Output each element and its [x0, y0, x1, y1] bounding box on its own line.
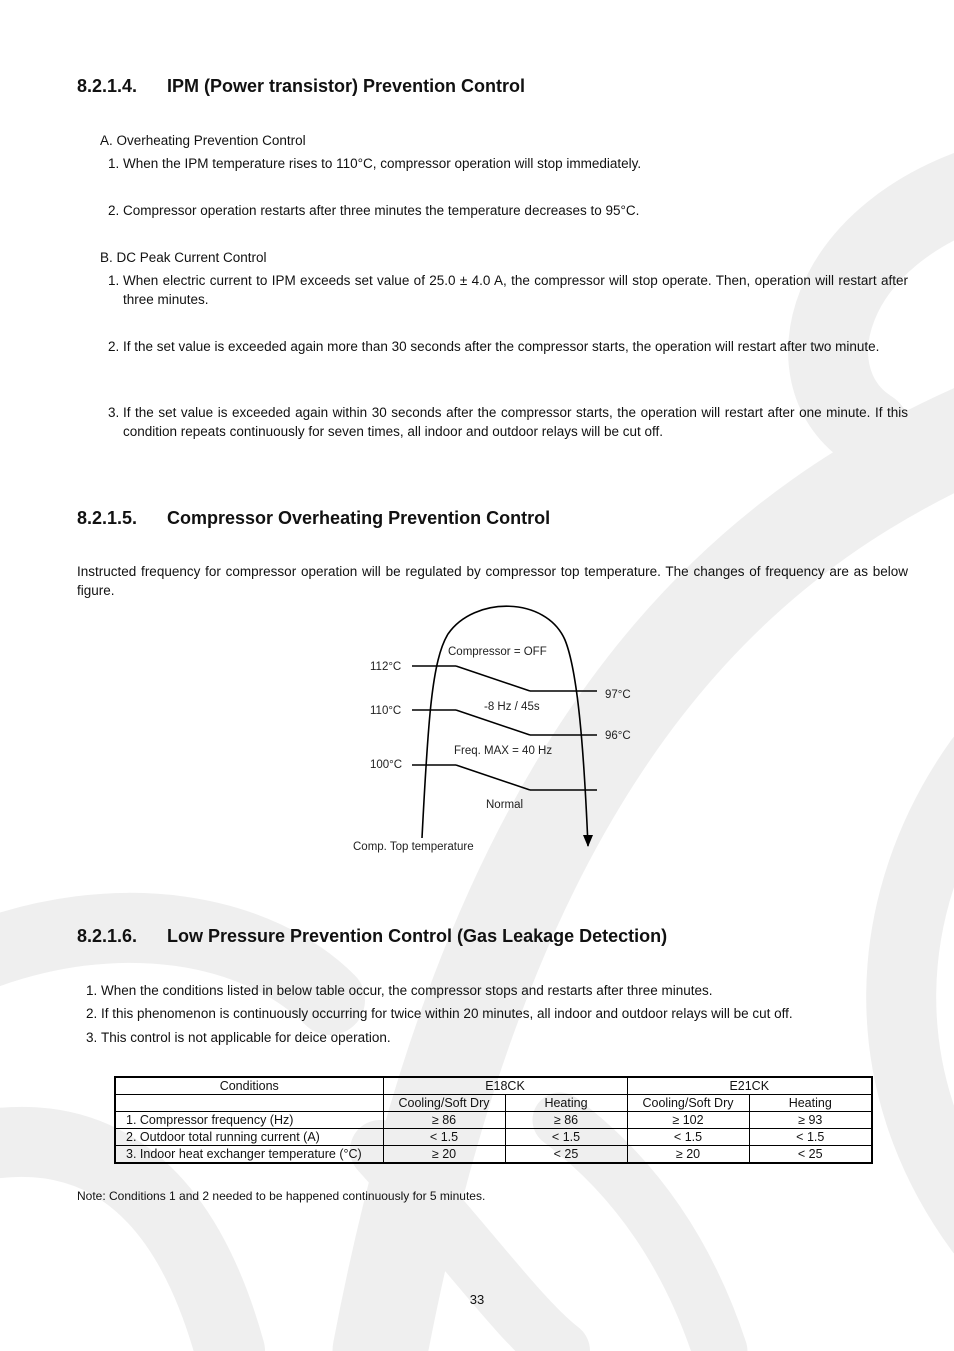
section-heading-ipm: [77, 76, 525, 97]
section-number: 8.2.1.6.: [77, 926, 138, 946]
section-number: 8.2.1.5.: [77, 508, 138, 528]
table-cell: ≥ 20: [383, 1146, 505, 1164]
label-96c: 96°C: [605, 730, 631, 742]
paragraph: Instructed frequency for compressor operation will be regulated by compressor top temperature. The changes of frequency are as below figure.: [77, 564, 908, 598]
table-row: [115, 1146, 872, 1164]
table-header: Conditions: [115, 1077, 383, 1095]
zone-compressor-off: Compressor = OFF: [448, 646, 547, 658]
table-subheader: Cooling/Soft Dry: [383, 1095, 505, 1112]
section-number: 8.2.1.4.: [77, 76, 138, 96]
list-item-text: When the IPM temperature rises to 110°C, compressor operation will stop immediately.: [123, 156, 642, 171]
list-item: 2. Compressor operation restarts after three minutes the temperature decreases to 95°C.: [108, 201, 908, 220]
list-item-text: When the conditions listed in below table occur, the compressor stops and restarts after three minutes.: [101, 983, 713, 998]
list-item-text: This control is not applicable for deice operation.: [101, 1030, 391, 1045]
table-row: [115, 1129, 872, 1146]
section-title: Compressor Overheating Prevention Control: [167, 508, 551, 528]
zone-normal: Normal: [486, 799, 524, 811]
table-cell: < 1.5: [505, 1129, 627, 1146]
table-subheader-row: [115, 1095, 872, 1112]
zone-freq-max: Freq. MAX = 40 Hz: [454, 745, 553, 757]
table-row-label: 2. Outdoor total running current (A): [115, 1129, 383, 1146]
list-item: 3. If the set value is exceeded again within 30 seconds after the compressor starts, the operation will restart after one minute. If this condition repeats continuously for seven times, all indoor and outdoor relays will be cut off.: [108, 405, 908, 439]
transition-line: [456, 710, 530, 735]
subheading-dc-peak: B. DC Peak Current Control: [100, 250, 267, 265]
subheading-overheating: A. Overheating Prevention Control: [100, 133, 306, 148]
list-item: 3. This control is not applicable for deice operation.: [86, 1030, 391, 1045]
list-item: 2. If the set value is exceeded again more than 30 seconds after the compressor starts, the operation will restart after two minute.: [108, 337, 908, 356]
table-cell: [115, 1095, 383, 1112]
table-cell: < 1.5: [627, 1129, 749, 1146]
list-item: 1. When electric current to IPM exceeds set value of 25.0 ± 4.0 A, the compressor will stop operate. Then, operation will restart after three minutes.: [108, 273, 908, 307]
table-header: E21CK: [627, 1077, 872, 1095]
transition-line: [456, 666, 530, 691]
section-heading-low-pressure: [77, 926, 667, 947]
table-cell: < 1.5: [383, 1129, 505, 1146]
table-subheader: Heating: [505, 1095, 627, 1112]
table-header: E18CK: [383, 1077, 627, 1095]
axis-label: Comp. Top temperature: [353, 841, 474, 853]
table-row: [115, 1112, 872, 1129]
table-cell: ≥ 93: [749, 1112, 872, 1129]
conditions-table: [114, 1076, 873, 1164]
list-item-text: If this phenomenon is continuously occurring for twice within 20 minutes, all indoor and outdoor relays will be cut off.: [101, 1006, 793, 1021]
list-item: 1. When the IPM temperature rises to 110°C, compressor operation will stop immediately.: [108, 154, 908, 173]
table-subheader: Cooling/Soft Dry: [627, 1095, 749, 1112]
table-row-label: 1. Compressor frequency (Hz): [115, 1112, 383, 1129]
section-title: Low Pressure Prevention Control (Gas Leakage Detection): [167, 926, 668, 946]
list-item-text: Compressor operation restarts after three minutes the temperature decreases to 95°C.: [123, 203, 640, 218]
list-item-text: When electric current to IPM exceeds set value of 25.0 ± 4.0 A, the compressor will stop operate. Then, operation will restart after three minutes.: [123, 273, 908, 307]
label-110c: 110°C: [370, 705, 402, 717]
list-item: 1. When the conditions listed in below table occur, the compressor stops and restarts after three minutes.: [86, 983, 713, 998]
table-cell: ≥ 102: [627, 1112, 749, 1129]
table-cell: ≥ 86: [505, 1112, 627, 1129]
list-item-text: If the set value is exceeded again within 30 seconds after the compressor starts, the operation will restart after one minute. If this condition repeats continuously for seven times, all indoor and outdoor relays will be cut off.: [123, 405, 908, 439]
table-note: Note: Conditions 1 and 2 needed to be happened continuously for 5 minutes.: [77, 1189, 486, 1203]
table-subheader: Heating: [749, 1095, 872, 1112]
list-item-text: If the set value is exceeded again more than 30 seconds after the compressor starts, the operation will restart after two minute.: [123, 339, 880, 354]
temperature-control-diagram: [340, 600, 640, 862]
label-100c: 100°C: [370, 759, 403, 771]
section-heading-compressor-overheating: [77, 508, 550, 529]
transition-line: [456, 765, 530, 790]
table-cell: ≥ 86: [383, 1112, 505, 1129]
table-cell: < 25: [749, 1146, 872, 1164]
table-cell: < 25: [505, 1146, 627, 1164]
table-cell: ≥ 20: [627, 1146, 749, 1164]
list-item: 2. If this phenomenon is continuously occurring for twice within 20 minutes, all indoor and outdoor relays will be cut off.: [86, 1006, 793, 1021]
page-number: 33: [469, 1292, 485, 1307]
table-row-label: 3. Indoor heat exchanger temperature (°C): [115, 1146, 383, 1164]
zone-decrease: -8 Hz / 45s: [484, 701, 540, 713]
table-cell: < 1.5: [749, 1129, 872, 1146]
label-97c: 97°C: [605, 689, 631, 701]
label-112c: 112°C: [370, 661, 402, 673]
section-title: IPM (Power transistor) Prevention Control: [167, 76, 526, 96]
table-header-row: [115, 1077, 872, 1095]
